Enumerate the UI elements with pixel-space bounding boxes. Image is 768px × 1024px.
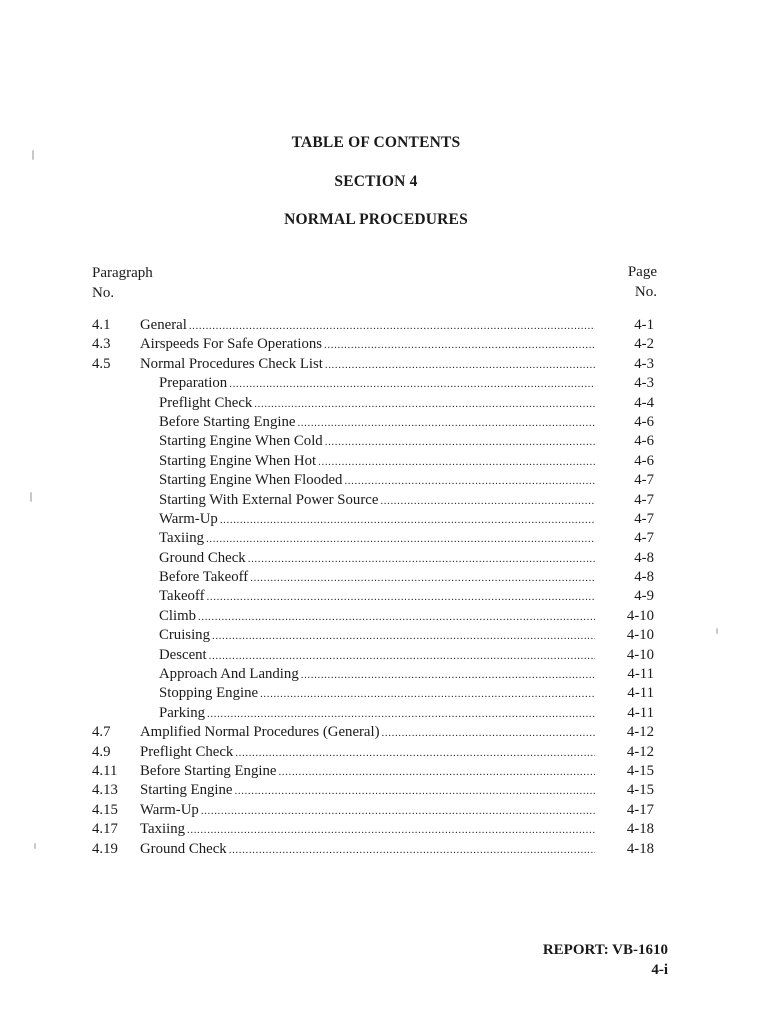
toc-paragraph-number: 4.11 bbox=[92, 762, 118, 779]
toc-entry bbox=[140, 781, 595, 801]
toc-entry bbox=[140, 723, 595, 743]
toc-row bbox=[92, 587, 692, 606]
toc-entry-title: Warm-Up bbox=[140, 801, 199, 818]
toc-paragraph-number: 4.5 bbox=[92, 355, 111, 372]
toc-entry bbox=[140, 820, 595, 840]
toc-page-number: 4-8 bbox=[634, 569, 654, 586]
toc-paragraph-number: 4.3 bbox=[92, 336, 111, 353]
toc-row bbox=[92, 626, 692, 645]
section-number: SECTION 4 bbox=[334, 173, 418, 190]
toc-entry-title: Before Starting Engine bbox=[159, 413, 296, 430]
toc-entry bbox=[159, 626, 595, 646]
toc-row bbox=[92, 820, 692, 839]
toc-entry bbox=[140, 801, 595, 821]
dot-leader bbox=[207, 588, 595, 607]
toc-row bbox=[92, 491, 692, 510]
toc-page-number: 4-7 bbox=[634, 510, 654, 527]
toc-entry bbox=[159, 491, 595, 511]
toc-row bbox=[92, 781, 692, 800]
toc-entry-title: Preflight Check bbox=[140, 743, 234, 760]
dot-leader bbox=[380, 492, 595, 511]
toc-entry-title: Starting Engine When Flooded bbox=[159, 472, 343, 489]
section-title: NORMAL PROCEDURES bbox=[284, 211, 468, 228]
page-column-header bbox=[628, 262, 657, 302]
toc-page-number: 4-12 bbox=[626, 743, 654, 760]
toc-entry-title: Ground Check bbox=[140, 840, 227, 857]
toc-page-number: 4-15 bbox=[626, 782, 654, 799]
toc-entry bbox=[159, 607, 595, 627]
toc-page-number: 4-6 bbox=[634, 452, 654, 469]
toc-entry bbox=[159, 374, 595, 394]
page-number: 4-i bbox=[651, 962, 668, 978]
toc-entry-title: Warm-Up bbox=[159, 510, 218, 527]
toc-row bbox=[92, 394, 692, 413]
toc-paragraph-number: 4.1 bbox=[92, 317, 111, 333]
toc-row bbox=[92, 432, 692, 451]
toc-entry-title: Approach And Landing bbox=[159, 666, 299, 683]
toc-row bbox=[92, 607, 692, 626]
dot-leader bbox=[212, 627, 595, 646]
toc-page-number: 4-10 bbox=[626, 646, 654, 663]
toc-paragraph-number: 4.15 bbox=[92, 801, 118, 818]
toc-entry-title: Starting Engine When Hot bbox=[159, 452, 317, 469]
toc-paragraph-number: 4.17 bbox=[92, 821, 118, 838]
toc-entry bbox=[159, 471, 595, 491]
toc-paragraph-number: 4.13 bbox=[92, 782, 118, 799]
dot-leader bbox=[250, 569, 595, 588]
toc-row bbox=[92, 549, 692, 568]
toc-entry-title: Airspeeds For Safe Operations bbox=[140, 336, 323, 353]
toc-page-number: 4-2 bbox=[634, 336, 654, 353]
toc-row bbox=[92, 723, 692, 742]
scan-mark bbox=[34, 843, 36, 849]
toc-row bbox=[92, 316, 692, 335]
dot-leader bbox=[220, 511, 595, 530]
toc-page-number: 4-7 bbox=[634, 472, 654, 489]
toc-row bbox=[92, 510, 692, 529]
dot-leader bbox=[201, 802, 595, 821]
toc-page-number: 4-8 bbox=[634, 549, 654, 566]
toc-entry-title: Preparation bbox=[159, 375, 228, 392]
dot-leader bbox=[206, 530, 595, 549]
paragraph-no-label: No. bbox=[92, 285, 115, 301]
toc-row bbox=[92, 452, 692, 471]
dot-leader bbox=[254, 395, 595, 414]
toc-row bbox=[92, 374, 692, 393]
scan-mark bbox=[716, 628, 718, 634]
toc-entry bbox=[159, 413, 595, 433]
toc-entry-title: Descent bbox=[159, 646, 207, 663]
toc-row bbox=[92, 743, 692, 762]
toc-entry bbox=[159, 568, 595, 588]
toc-paragraph-number: 4.9 bbox=[92, 743, 111, 760]
toc-paragraph-number: 4.19 bbox=[92, 840, 118, 857]
toc-page-number: 4-10 bbox=[626, 607, 654, 624]
toc-entry bbox=[159, 646, 595, 666]
toc-row bbox=[92, 665, 692, 684]
toc-title: TABLE OF CONTENTS bbox=[291, 134, 461, 151]
toc-row bbox=[92, 529, 692, 548]
toc-entry bbox=[140, 743, 595, 763]
dot-leader bbox=[260, 685, 595, 704]
dot-leader bbox=[325, 433, 595, 452]
toc-entry-title: Cruising bbox=[159, 627, 210, 644]
toc-page-number: 4-6 bbox=[634, 433, 654, 450]
toc-row bbox=[92, 684, 692, 703]
dot-leader bbox=[209, 647, 595, 666]
dot-leader bbox=[318, 453, 595, 472]
toc-page-number: 4-11 bbox=[627, 704, 654, 721]
toc-page-number: 4-7 bbox=[634, 530, 654, 547]
paragraph-label: Paragraph bbox=[92, 265, 153, 281]
toc-row bbox=[92, 762, 692, 781]
toc-entry-title: Taxiing bbox=[140, 821, 185, 838]
report-number: REPORT: VB-1610 bbox=[542, 942, 668, 958]
toc-entry-title: Before Starting Engine bbox=[140, 762, 277, 779]
toc-entry bbox=[159, 394, 595, 414]
dot-leader bbox=[297, 414, 595, 433]
toc-entry bbox=[159, 587, 595, 607]
toc-entry bbox=[159, 665, 595, 685]
toc-entry bbox=[140, 762, 595, 782]
toc-entry-title: Climb bbox=[159, 607, 196, 624]
toc-page-number: 4-10 bbox=[626, 627, 654, 644]
toc-page-number: 4-18 bbox=[626, 840, 654, 857]
scan-mark bbox=[30, 492, 32, 502]
dot-leader bbox=[229, 841, 595, 860]
dot-leader bbox=[198, 608, 595, 627]
page-no-label: No. bbox=[634, 284, 657, 300]
toc-entry bbox=[140, 335, 595, 355]
dot-leader bbox=[248, 550, 595, 569]
toc-entry-title: Ground Check bbox=[159, 549, 246, 566]
toc-entry bbox=[159, 529, 595, 549]
toc-row bbox=[92, 413, 692, 432]
paragraph-column-header bbox=[92, 263, 153, 303]
toc-entry-title: Starting Engine When Cold bbox=[159, 433, 323, 450]
toc-entry bbox=[140, 355, 595, 375]
toc-page-number: 4-3 bbox=[634, 355, 654, 372]
toc-page-number: 4-7 bbox=[634, 491, 654, 508]
dot-leader bbox=[325, 356, 595, 375]
toc-entry-title: Before Takeoff bbox=[159, 569, 249, 586]
toc-page-number: 4-9 bbox=[634, 588, 654, 605]
toc-entry-title: Stopping Engine bbox=[159, 685, 259, 702]
toc-page-number: 4-4 bbox=[634, 394, 654, 411]
toc-entry bbox=[159, 704, 595, 724]
dot-leader bbox=[235, 744, 595, 763]
toc-list bbox=[92, 316, 692, 859]
toc-entry-title: Amplified Normal Procedures (General) bbox=[140, 724, 380, 741]
toc-entry-title: General bbox=[140, 317, 187, 333]
toc-page-number: 4-11 bbox=[627, 666, 654, 683]
toc-row bbox=[92, 568, 692, 587]
toc-row bbox=[92, 471, 692, 490]
toc-row bbox=[92, 840, 692, 859]
toc-entry-title: Takeoff bbox=[159, 588, 205, 605]
toc-entry-title: Starting With External Power Source bbox=[159, 491, 379, 508]
dot-leader bbox=[301, 666, 595, 685]
toc-page-number: 4-18 bbox=[626, 821, 654, 838]
toc-entry bbox=[159, 432, 595, 452]
toc-entry bbox=[159, 510, 595, 530]
toc-row bbox=[92, 801, 692, 820]
toc-paragraph-number: 4.7 bbox=[92, 724, 111, 741]
dot-leader bbox=[207, 705, 595, 724]
toc-entry-title: Starting Engine bbox=[140, 782, 233, 799]
dot-leader bbox=[187, 821, 595, 840]
dot-leader bbox=[382, 724, 595, 743]
toc-page-number: 4-11 bbox=[627, 685, 654, 702]
toc-page-number: 4-17 bbox=[626, 801, 654, 818]
dot-leader bbox=[278, 763, 595, 782]
toc-row bbox=[92, 335, 692, 354]
dot-leader bbox=[189, 317, 595, 336]
toc-page-number: 4-12 bbox=[626, 724, 654, 741]
toc-page-number: 4-15 bbox=[626, 762, 654, 779]
toc-entry-title: Preflight Check bbox=[159, 394, 253, 411]
toc-entry-title: Taxiing bbox=[159, 530, 204, 547]
toc-entry bbox=[140, 840, 595, 860]
toc-row bbox=[92, 355, 692, 374]
toc-entry-title: Parking bbox=[159, 704, 206, 721]
toc-row bbox=[92, 646, 692, 665]
toc-entry bbox=[159, 452, 595, 472]
dot-leader bbox=[344, 472, 595, 491]
toc-row bbox=[92, 704, 692, 723]
toc-page-number: 4-3 bbox=[634, 375, 654, 392]
dot-leader bbox=[229, 375, 595, 394]
dot-leader bbox=[324, 336, 595, 355]
toc-page-number: 4-1 bbox=[634, 317, 654, 333]
toc-entry bbox=[140, 316, 595, 336]
toc-entry bbox=[159, 684, 595, 704]
toc-entry-title: Normal Procedures Check List bbox=[140, 355, 323, 372]
toc-page-number: 4-6 bbox=[634, 413, 654, 430]
page-label: Page bbox=[627, 264, 657, 280]
dot-leader bbox=[234, 782, 595, 801]
toc-entry bbox=[159, 549, 595, 569]
